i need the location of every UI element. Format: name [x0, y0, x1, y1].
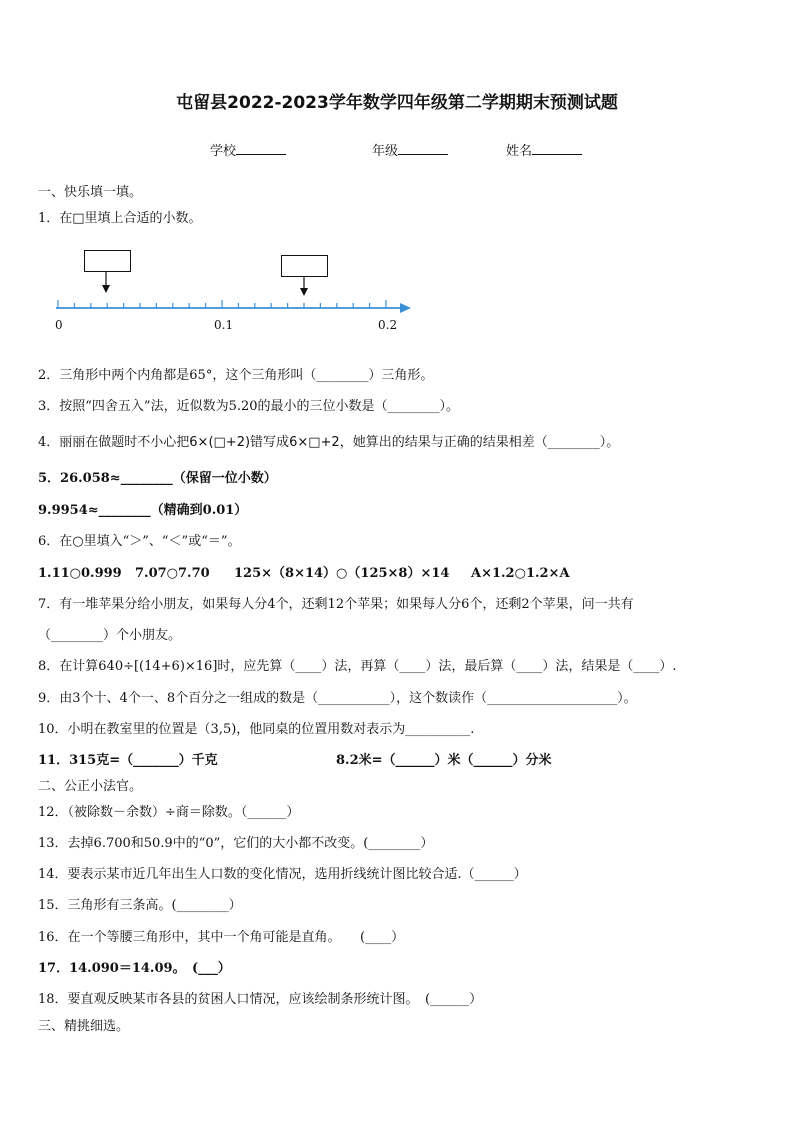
- tick-label-0: 0: [55, 318, 63, 332]
- number-line: [0, 0, 794, 340]
- question-6-items: [38, 562, 570, 581]
- question-18: 18．要直观反映某市各县的贫困人口情况，应该绘制条形统计图。 (______）: [38, 992, 483, 1007]
- section-1-heading: 一、快乐填一填。: [38, 185, 143, 200]
- question-6-item: 7.07○7.70: [135, 566, 210, 581]
- section-2-heading: 二、公正小法官。: [38, 779, 143, 794]
- question-4-expression-wrong: 6×□+2: [289, 435, 340, 450]
- question-7-part-2: （________）个小朋友。: [38, 628, 182, 643]
- question-1: 1．在□里填上合适的小数。: [38, 211, 202, 226]
- question-8: 8．在计算640÷[(14+6)×16]时，应先算（____）法，再算（____）法，最后算（____）法，结果是（____）.: [38, 659, 677, 674]
- question-11-part-a: 11．315克=（_______）千克: [38, 753, 218, 768]
- question-4: [38, 431, 619, 450]
- question-16: 16．在一个等腰三角形中，其中一个角可能是直角。 (____）: [38, 930, 405, 945]
- grade-label: 年级: [372, 144, 399, 159]
- question-7: 7．有一堆苹果分给小朋友，如果每人分4个，还剩12个苹果；如果每人分6个，还剩2个苹果，问一共有: [38, 597, 634, 612]
- tick-label-0-2: 0.2: [378, 318, 398, 332]
- question-4-text-b: 错写成: [250, 435, 290, 450]
- page-title: 屯留县2022-2023学年数学四年级第二学期期末预测试题: [176, 93, 618, 113]
- question-12: 12．（被除数－余数）÷商＝除数。（______）: [38, 805, 300, 820]
- name-label: 姓名: [506, 144, 533, 159]
- section-3-heading: 三、精挑细选。: [38, 1019, 130, 1034]
- question-13: 13．去掉6.700和50.9中的“0”，它们的大小都不改变。(________）: [38, 836, 434, 851]
- question-11-part-b: 8.2米=（______）米（______）分米: [336, 753, 552, 768]
- question-3: 3．按照“四舍五入”法，近似数为5.20的最小的三位小数是（________）。: [38, 399, 460, 414]
- question-6-item: 1.11○0.999: [38, 566, 122, 581]
- question-2: 2．三角形中两个内角都是65°，这个三角形叫（________）三角形。: [38, 368, 434, 383]
- arrow-2-head: [300, 288, 308, 296]
- question-4-text-c: ，她算出的结果与正确的结果相差（________）。: [339, 435, 620, 450]
- question-6-item: 125×（8×14）○（125×8）×14: [234, 566, 450, 581]
- question-15: 15．三角形有三条高。(________）: [38, 898, 242, 913]
- question-4-text-a: 4．丽丽在做题时不小心把: [38, 435, 190, 450]
- question-14: 14．要表示某市近几年出生人口数的变化情况，选用折线统计图比较合适.（______）: [38, 867, 527, 882]
- question-9: 9．由3个十、4个一、8个百分之一组成的数是（___________），这个数读作（____________________）。: [38, 691, 637, 706]
- question-11: [38, 749, 552, 768]
- question-10: 10．小明在教室里的位置是（3,5)，他同桌的位置用数对表示为__________.: [38, 722, 475, 737]
- tick-label-0-1: 0.1: [214, 318, 234, 332]
- question-6-item: A×1.2○1.2×A: [471, 566, 570, 581]
- number-line-ticks: [58, 300, 386, 308]
- question-5: 5．26.058≈________（保留一位小数）: [38, 471, 277, 486]
- school-label: 学校: [210, 144, 237, 159]
- question-4-expression-correct: 6×(□+2): [189, 435, 251, 450]
- question-6: 6．在○里填入“＞”、“＜”或“＝”。: [38, 534, 241, 549]
- arrow-1-head: [102, 285, 110, 293]
- question-17: 17．14.090＝14.09。 (___）: [38, 961, 231, 976]
- number-line-arrowhead: [400, 303, 411, 313]
- question-5-part-2: 9.9954≈________（精确到0.01）: [38, 503, 248, 518]
